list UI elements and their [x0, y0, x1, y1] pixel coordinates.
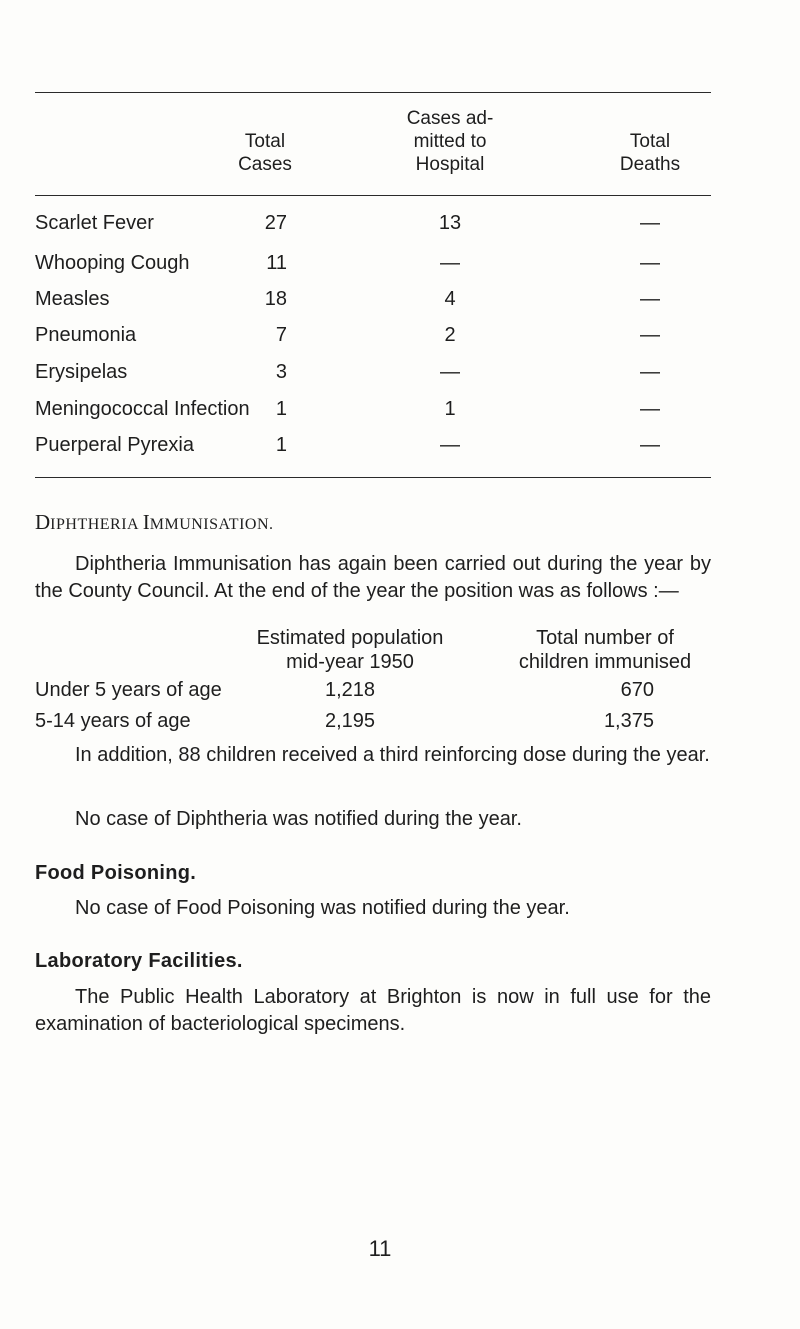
row-disease-name: Pneumonia	[35, 324, 137, 346]
immunisation-population: 2,195	[324, 710, 376, 732]
row-deaths: —	[640, 324, 660, 346]
table-bottom-rule	[35, 477, 711, 478]
header-total-deaths: Total Deaths	[619, 131, 681, 175]
row-disease-name: Measles	[35, 288, 110, 310]
row-hospital-cases: —	[440, 252, 460, 274]
immunisation-age-label: 5-14 years of age	[35, 710, 191, 732]
row-total-cases: 3	[275, 361, 287, 383]
col-children-immunised: Total number of children immunised	[518, 627, 692, 673]
row-deaths: —	[640, 288, 660, 310]
heading-initial: I	[142, 510, 150, 534]
header-total-cases: Total Cases	[238, 131, 292, 175]
laboratory-heading: Laboratory Facilities.	[35, 950, 243, 972]
laboratory-text: The Public Health Laboratory at Brighton is now in full use for the examination of bacteriological specimens.	[35, 986, 711, 1035]
row-hospital-cases: 2	[444, 324, 456, 346]
diphtheria-no-case-text: No case of Diphtheria was notified during the year.	[75, 808, 522, 830]
page-number: 11	[368, 1236, 392, 1261]
row-total-cases: 7	[275, 324, 287, 346]
row-deaths: —	[640, 398, 660, 420]
row-deaths: —	[640, 212, 660, 234]
immunisation-age-label: Under 5 years of age	[35, 679, 222, 701]
immunisation-count: 670	[620, 679, 654, 701]
row-total-cases: 18	[264, 288, 287, 310]
immunisation-population: 1,218	[324, 679, 376, 701]
row-hospital-cases: —	[440, 434, 460, 456]
table-top-rule	[35, 92, 711, 93]
row-total-cases: 1	[275, 398, 287, 420]
row-disease-name: Scarlet Fever	[35, 212, 154, 234]
heading-part: MMUNISATION.	[149, 516, 274, 533]
row-total-cases: 11	[266, 252, 287, 274]
diphtheria-intro: Diphtheria Immunisation has again been carried out during the year by the County Council. At the end of the year the position was as follows :—	[35, 553, 711, 602]
table-header-rule	[35, 195, 711, 196]
row-deaths: —	[640, 361, 660, 383]
row-disease-name: Whooping Cough	[35, 252, 190, 274]
col-estimated-population: Estimated population mid-year 1950	[256, 627, 444, 673]
diphtheria-heading	[35, 510, 274, 535]
header-admitted-hospital: Cases ad- mitted to Hospital	[406, 108, 494, 175]
row-deaths: —	[640, 434, 660, 456]
row-disease-name: Meningococcal Infection	[35, 398, 250, 420]
row-deaths: —	[640, 252, 660, 274]
reinforcing-dose-text: In addition, 88 children received a third reinforcing dose during the year.	[75, 744, 710, 766]
row-disease-name: Puerperal Pyrexia	[35, 434, 194, 456]
heading-part: IPHTHERIA	[50, 516, 143, 533]
food-poisoning-text: No case of Food Poisoning was notified during the year.	[75, 897, 570, 919]
row-total-cases: 27	[264, 212, 287, 234]
row-hospital-cases: 13	[438, 212, 462, 234]
row-hospital-cases: —	[440, 361, 460, 383]
row-hospital-cases: 4	[444, 288, 456, 310]
row-disease-name: Erysipelas	[35, 361, 128, 383]
heading-initial: D	[35, 510, 51, 534]
row-hospital-cases: 1	[444, 398, 456, 420]
food-poisoning-heading: Food Poisoning.	[35, 862, 197, 884]
immunisation-count: 1,375	[603, 710, 654, 732]
row-total-cases: 1	[275, 434, 287, 456]
